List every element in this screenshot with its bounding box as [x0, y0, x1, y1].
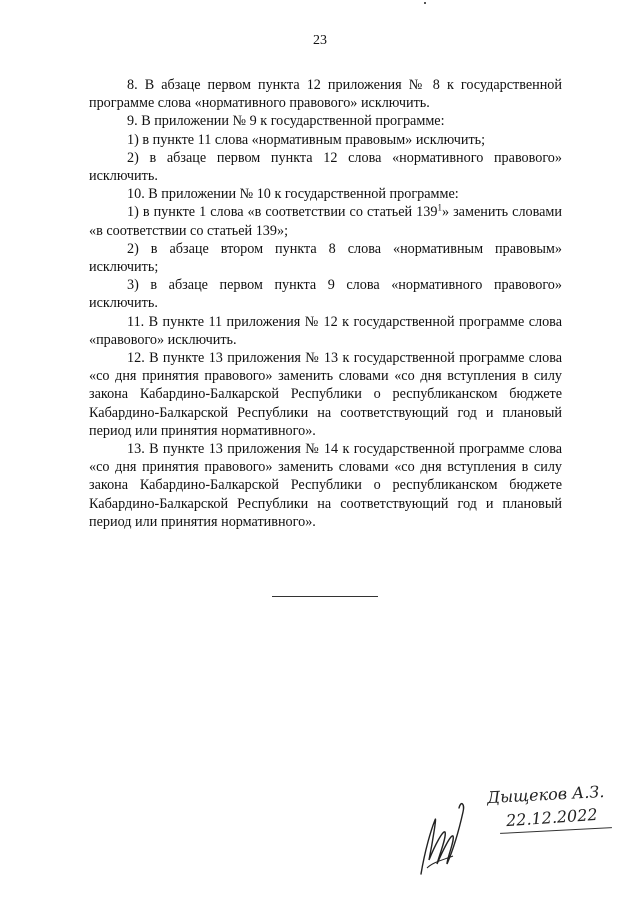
page-number: 23 — [313, 33, 327, 48]
paragraph-12: 12. В пункте 13 приложения № 13 к государственной программе слова «со дня принятия правового» заменить словами «со дня вступления в силу закона Кабардино-Балкарской Республики о республиканском бюджете Кабардино-Балкарской Республики на соответствующий год и плановый период или принятия нормативного». — [89, 350, 562, 439]
paragraph-10-1-before: 1) в пункте 1 слова «в соответствии со статьей 139 — [127, 204, 438, 221]
document-body — [89, 76, 562, 531]
paragraph-9-1: 1) в пункте 11 слова «нормативным правовым» исключить; — [127, 131, 486, 148]
paragraph-13: 13. В пункте 13 приложения № 14 к государственной программе слова «со дня принятия правового» заменить словами «со дня вступления в силу закона Кабардино-Балкарской Республики о республиканском бюджете Кабардино-Балкарской Республики на соответствующий год и плановый период или принятия нормативного». — [89, 441, 562, 530]
handwritten-name: Дыщеков А.З. — [486, 781, 605, 808]
closing-rule — [272, 596, 378, 597]
paragraph-10: 10. В приложении № 10 к государственной программе: — [127, 186, 459, 203]
scan-speck — [424, 2, 426, 4]
paragraph-11: 11. В пункте 11 приложения № 12 к государственной программе слова «правового» исключить. — [89, 313, 562, 348]
paragraph-9-2: 2) в абзаце первом пункта 12 слова «нормативного правового» исключить. — [89, 149, 562, 185]
signature-icon — [413, 790, 473, 880]
paragraph-8: 8. В абзаце первом пункта 12 приложения № 8 к государственной программе слова «нормативного правового» исключить. — [89, 77, 562, 112]
paragraph-9: 9. В приложении № 9 к государственной программе: — [127, 113, 445, 130]
handwritten-date: 22.12.2022 — [505, 804, 599, 831]
superscript: 1 — [437, 202, 442, 213]
paragraph-10-1-after: » заменить словами «в соответствии со статьей 139»; — [89, 204, 562, 239]
paragraph-10-1 — [89, 203, 562, 239]
paragraph-10-2: 2) в абзаце втором пункта 8 слова «нормативным правовым» исключить; — [89, 240, 562, 276]
paragraph-10-3: 3) в абзаце первом пункта 9 слова «нормативного правового» исключить. — [89, 277, 562, 312]
